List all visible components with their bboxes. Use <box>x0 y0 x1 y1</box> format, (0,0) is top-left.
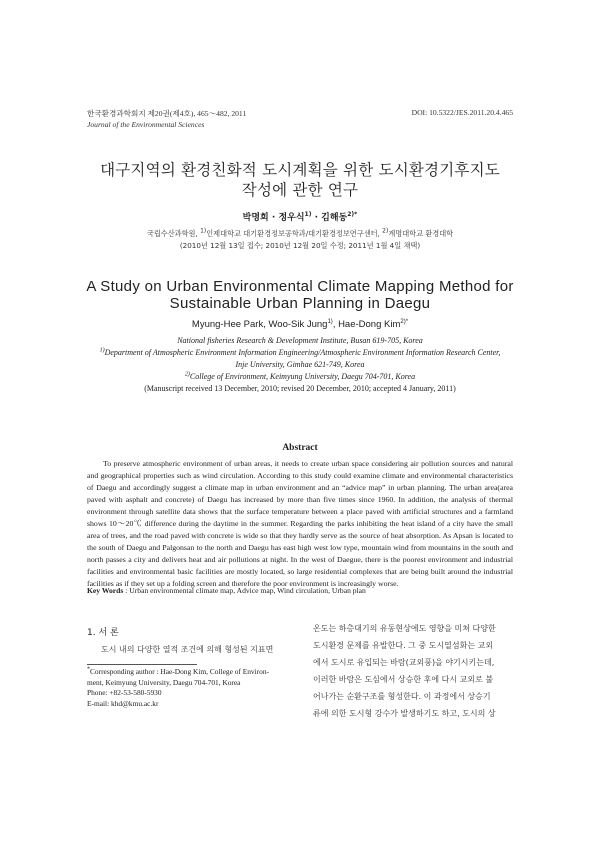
section-heading-introduction: 1. 서 론 <box>87 628 119 638</box>
doi: DOI: 10.5322/JES.2011.20.4.465 <box>411 108 513 117</box>
author-ko-1: 박명희 <box>242 213 269 223</box>
keywords-text: : Urban environmental climate map, Advice map, Wind circulation, Urban plan <box>123 586 366 595</box>
author-ko-2: 정우식 <box>278 213 305 223</box>
author-en-2: Woo-Sik Jung <box>268 319 328 330</box>
author-en-1: Myung-Hee Park, <box>191 319 269 330</box>
author-en-3-sup: 2)* <box>400 318 409 325</box>
affil-en-line3: Inje University, Gimhae 621-749, Korea <box>235 360 365 369</box>
author-en-2-sup: 1) <box>327 318 333 325</box>
author-en-3: , Hae-Dong Kim <box>332 319 401 330</box>
footnote-divider <box>87 664 197 665</box>
title-korean <box>0 160 600 200</box>
footnote-line1: *Corresponding author : Hae-Dong Kim, College of Environ- <box>87 666 269 676</box>
journal-header <box>87 108 246 130</box>
abstract-heading: Abstract <box>282 443 318 453</box>
footnote-email: E-mail: khd@kmu.ac.kr <box>87 698 159 708</box>
journal-name-en: Journal of the Environmental Sciences <box>87 120 205 129</box>
keywords-label: Key Words <box>87 586 124 595</box>
title-english-line1: A Study on Urban Environmental Climate Mapping Method for <box>86 278 514 295</box>
right-col-line: 류에 의한 도시형 강수가 발생하기도 하고, 도시의 상 <box>313 709 496 718</box>
right-col-line: 에서 도시로 유입되는 바람(교외풍)을 야기시키는데, <box>313 658 495 667</box>
right-col-line: 이러한 바람은 도심에서 상승한 후에 다시 교외로 불 <box>313 675 494 684</box>
right-col-line: 어나가는 순환구조를 형성한다. 이 과정에서 상승기 <box>313 692 491 701</box>
author-separator: · <box>268 213 279 223</box>
received-dates-ko: (2010년 12월 13일 접수; 2010년 12월 20일 수정; 2011년 1월 4일 채택) <box>179 240 421 250</box>
affil-ko-line1: 국립수산과학원, $^{1)}$인제대학교 대기환경정보공학과/대기환경정보연구센터, $^{2)}$계명대학교 환경대학 <box>146 227 454 238</box>
authors-korean <box>0 210 600 223</box>
title-korean-line2: 작성에 관한 연구 <box>241 181 359 199</box>
authors-english <box>0 319 600 330</box>
abstract-body <box>87 458 513 590</box>
affil-en-line4: $^{2)}$College of Environment, Keimyung University, Daegu 704-701, Korea <box>184 371 416 381</box>
title-english-line2: Sustainable Urban Planning in Daegu <box>169 295 431 312</box>
author-ko-3-sup: 2)* <box>347 211 358 218</box>
footnote-phone: Phone: +82-53-580-5930 <box>87 688 162 698</box>
affil-en-line2: $^{1)}$Department of Atmospheric Environment Information Engineering/Atmospheric Environment Information Research Center, <box>99 347 501 357</box>
author-separator: · <box>311 213 322 223</box>
author-ko-2-sup: 1) <box>304 211 312 218</box>
title-english <box>0 278 600 312</box>
affiliations-english <box>0 335 600 395</box>
journal-name-ko: 한국환경과학회지 제20권(제4호), 465～482, 2011 <box>87 109 247 118</box>
abstract-text: To preserve atmospheric environment of urban areas, it needs to create urban space considering air pollution sources and natural and geographical properties such as wind circulation. According to this study could examine climate and environmental characteristics of Daegu and accordingly suggest a climate map in urban environment and an “advice map” in urban planning. The urban area(area paved with asphalt and concrete) of Daegu has increased by more than five times since 1960. In addition, the analysis of thermal environment through satellite data shows that the surface temperature between a place paved with artificial structures and a farmland shows 10～20℃ difference during the daytime in the summer. Regarding the parks inhibiting the heat island of a city have the small area of trees, and the road paved with concrete is wide so that they hardly serve as the source of heat absorption. As Apsan is located to the south of Daegu and Palgonsan to the north and Daegu has east high west low type, mountain wind from mountains in the south and north passes a city and delivers heat and air pollutions at night. In the west of Daegue, there is the poorest environment and industrial facilities and environmental basic facilities are mostly located, so large residential complexes that are being built around the industrial facilities as if they set up a folding screen and therefore the poor environment is increasingly worse. <box>87 459 513 588</box>
right-column-text <box>313 620 513 722</box>
corresponding-author-footnote <box>87 667 297 709</box>
affiliations-korean <box>0 228 600 251</box>
manuscript-dates: (Manuscript received 13 December, 2010; revised 20 December, 2010; accepted 4 January, 2011) <box>144 384 456 393</box>
title-korean-line1: 대구지역의 환경친화적 도시계획을 위한 도시환경기후지도 <box>100 161 500 179</box>
right-col-line: 온도는 하층대기의 유동현상에도 영향을 미쳐 다양한 <box>313 624 496 633</box>
right-col-line: 도시환경 문제를 유발한다. 그 중 도시열섬화는 교외 <box>313 641 494 650</box>
footnote-line2: ment, Keimyung University, Daegu 704-701, Korea <box>87 677 241 687</box>
author-ko-3: 김해동 <box>321 213 348 223</box>
keywords <box>87 586 513 595</box>
intro-first-line: 도시 내의 다양한 열적 조건에 의해 형성된 지표면 <box>101 645 274 654</box>
affil-en-line1: National fisheries Research & Development Institute, Busan 619-705, Korea <box>177 336 423 345</box>
